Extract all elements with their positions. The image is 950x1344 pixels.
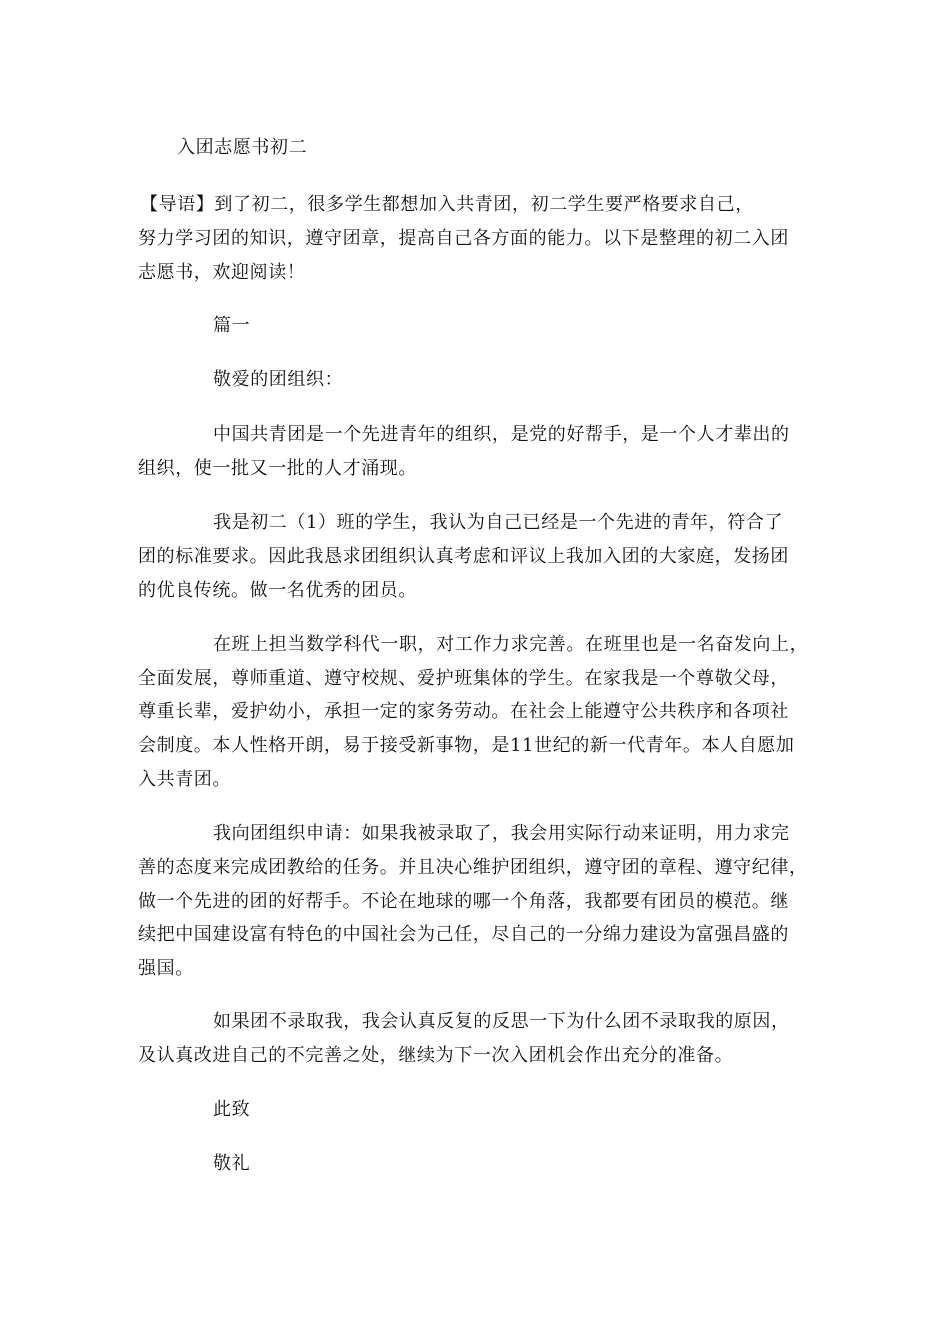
paragraph-line: 尊重长辈，爱护幼小，承担一定的家务劳动。在社会上能遵守公共秩序和各项社 [138, 701, 789, 722]
intro-line: 努力学习团的知识，遵守团章，提高自己各方面的能力。以下是整理的初二入团 [138, 228, 789, 249]
closing-salute: 敬礼 [213, 1153, 251, 1174]
intro-line: 志愿书，欢迎阅读！ [138, 262, 306, 283]
paragraph-line: 做一个先进的团的好帮手。不论在地球的哪一个角落，我都要有团员的模范。继 [138, 891, 789, 912]
paragraph-line: 会制度。本人性格开朗，易于接受新事物，是11世纪的新一代青年。本人自愿加 [138, 735, 795, 756]
salutation: 敬爱的团组织： [213, 369, 344, 390]
paragraph-line: 强国。 [138, 958, 194, 979]
closing: 此致 [213, 1099, 251, 1120]
document-title: 入团志愿书初二 [177, 137, 308, 158]
paragraph-line: 全面发展，尊师重道、遵守校规、爱护班集体的学生。在家我是一个尊敬父母， [138, 668, 789, 689]
paragraph-line: 如果团不录取我，我会认真反复的反思一下为什么团不录取我的原因， [213, 1011, 790, 1032]
paragraph-line: 我是初二（1）班的学生，我认为自己已经是一个先进的青年，符合了 [213, 512, 784, 533]
section-heading: 篇一 [213, 315, 251, 336]
paragraph-line: 团的标准要求。因此我恳求团组织认真考虑和评议上我加入团的大家庭，发扬团 [138, 546, 789, 567]
paragraph-line: 中国共青团是一个先进青年的组织，是党的好帮手，是一个人才辈出的 [213, 424, 790, 445]
paragraph-line: 我向团组织申请：如果我被录取了，我会用实际行动来证明，用力求完 [213, 823, 790, 844]
paragraph-line: 入共青团。 [138, 769, 231, 790]
paragraph-line: 的优良传统。做一名优秀的团员。 [138, 580, 417, 601]
paragraph-line: 善的态度来完成团教给的任务。并且决心维护团组织，遵守团的章程、遵守纪律， [138, 857, 808, 878]
paragraph-line: 组织，使一批又一批的人才涌现。 [138, 458, 417, 479]
paragraph-line: 及认真改进自己的不完善之处，继续为下一次入团机会作出充分的准备。 [138, 1045, 734, 1066]
paragraph-line: 在班上担当数学科代一职，对工作力求完善。在班里也是一名奋发向上， [213, 634, 809, 655]
intro-line: 【导语】到了初二，很多学生都想加入共青团，初二学生要严格要求自己， [140, 194, 754, 215]
paragraph-line: 续把中国建设富有特色的中国社会为己任，尽自己的一分绵力建设为富强昌盛的 [138, 924, 789, 945]
